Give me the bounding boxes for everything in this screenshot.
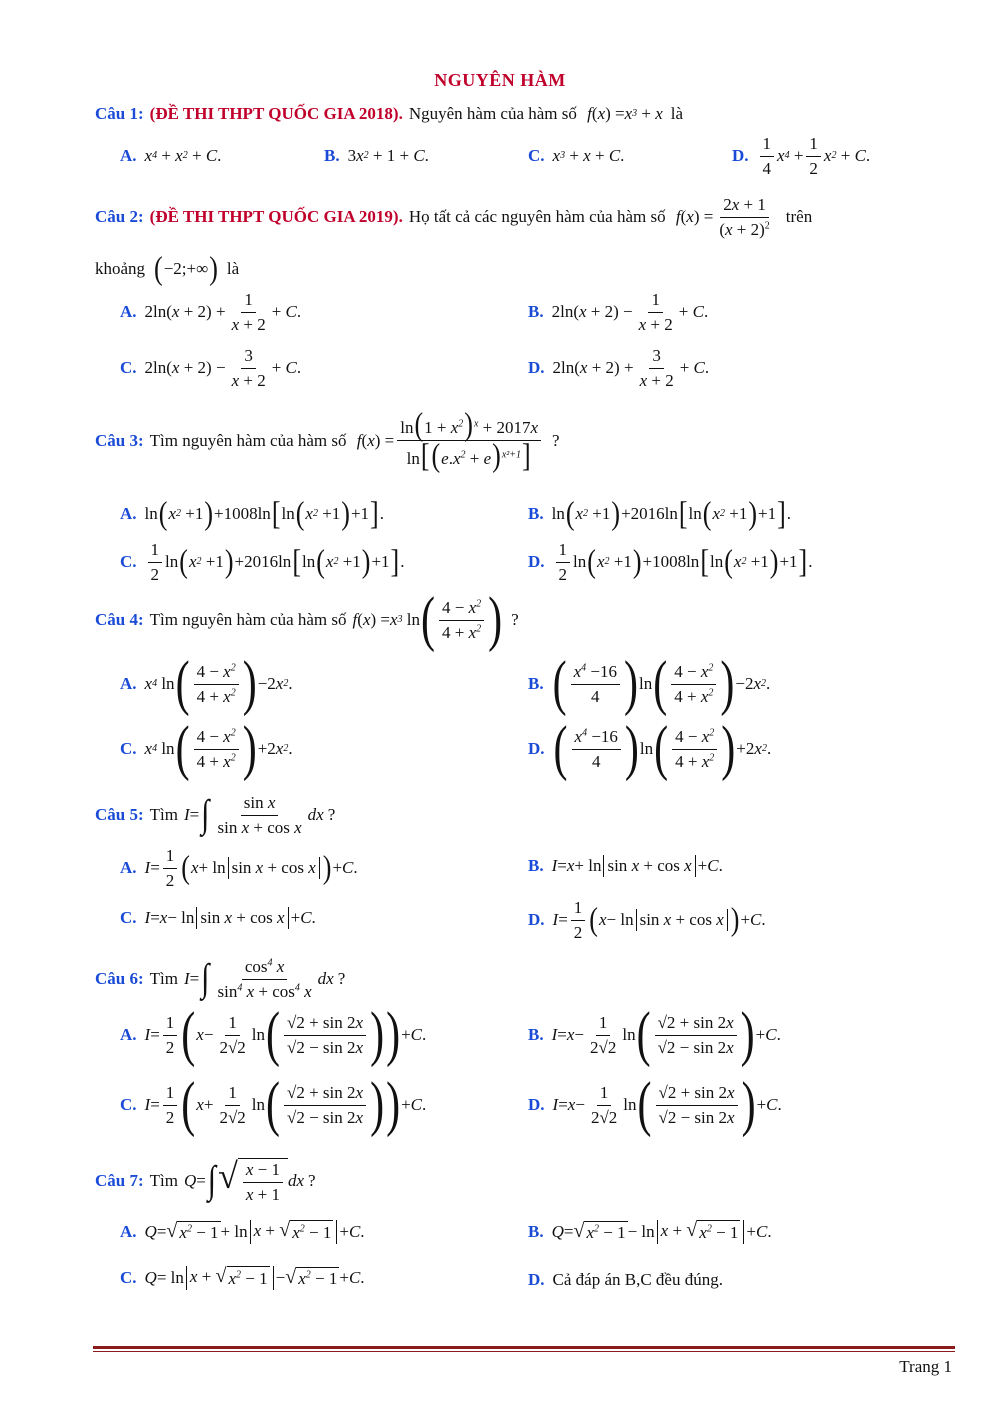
- question-number: Câu 6:: [95, 969, 144, 989]
- option-text: Cả đáp án B,C đều đúng.: [552, 1270, 723, 1289]
- option-label: A.: [120, 1222, 137, 1242]
- question-2-line2: [95, 250, 240, 287]
- formula: I = x − $\frac{1}{2√2}$ ln ( $\frac{√2 + \sin 2x}{√2 - \sin 2x}$ ) + C .: [552, 1071, 782, 1139]
- option-label: A.: [120, 858, 137, 878]
- option-4a[interactable]: [120, 650, 293, 718]
- formula: ( $\frac{x^4 -16}{4}$ ) ln ( $\frac{4 - x^2}{4 + x^2}$ ) +2 x 2 .: [553, 715, 772, 783]
- option-2b[interactable]: [528, 290, 708, 334]
- option-3b[interactable]: [528, 495, 792, 532]
- option-1c[interactable]: [528, 146, 624, 166]
- formula: $\frac{1}{2}$ ln ( x 2 +1 ) +2016ln [ ln ( x 2 +1 ) +1 ] .: [145, 540, 405, 584]
- formula: f ( x ) = $\frac{\ln(1 + x^2)^x + 2017x}{\ln[(e.x^2 + e)^{x^2+1}]}$: [353, 412, 545, 469]
- option-label: D.: [528, 358, 545, 378]
- formula: 2ln( x + 2) − $\frac{3}{x + 2}$ + C .: [144, 346, 302, 390]
- question-source: (ĐỀ THI THPT QUỐC GIA 2019).: [149, 207, 403, 227]
- question-1: [95, 104, 683, 124]
- option-label: B.: [528, 856, 544, 876]
- formula: x 4 ln ( $\frac{4 - x^2}{4 + x^2}$ ) −2 x 2 .: [144, 650, 293, 718]
- option-6c[interactable]: [120, 1071, 427, 1139]
- question-tail: là: [670, 104, 684, 123]
- option-label: B.: [528, 1025, 544, 1045]
- formula: f ( x ) = x 3 + x: [582, 104, 663, 123]
- question-source: (ĐỀ THI THPT QUỐC GIA 2018).: [149, 104, 403, 123]
- question-number: Câu 1:: [95, 104, 144, 123]
- footer-rule: [93, 1346, 955, 1349]
- option-6a[interactable]: [120, 1001, 427, 1069]
- formula: 2ln( x + 2) + $\frac{3}{x + 2}$ + C .: [552, 346, 710, 390]
- option-3d[interactable]: [528, 540, 812, 584]
- footer-rule-thin: [93, 1351, 955, 1352]
- page-title: NGUYÊN HÀM: [434, 70, 566, 90]
- formula: 2ln( x + 2) + $\frac{1}{x + 2}$ + C .: [144, 290, 302, 334]
- question-tail: ?: [511, 610, 519, 630]
- option-label: B.: [528, 504, 544, 523]
- option-label: D.: [732, 146, 749, 166]
- option-label: A.: [120, 674, 137, 694]
- formula: x 3 + x + C .: [552, 146, 625, 165]
- question-text: Tìm: [149, 1171, 178, 1191]
- formula: f ( x ) = $\frac{2x + 1}{(x + 2)^2}$: [671, 195, 770, 239]
- question-tail: là: [226, 259, 240, 278]
- formula: I = ∫ $\frac{\cos^4 x}{\sin^4 x + \cos^4 x}$ dx: [184, 956, 334, 1001]
- option-3c[interactable]: [120, 540, 404, 584]
- question-6: [95, 957, 345, 1001]
- page-number: Trang 1: [899, 1357, 952, 1376]
- option-7b[interactable]: [528, 1220, 772, 1244]
- question-text: Tìm: [149, 805, 178, 825]
- formula: I = $\frac{1}{2}$ ( x − $\frac{1}{2√2}$ ln ( $\frac{√2 + \sin 2x}{√2 - \sin 2x}$ ) ) + C .: [144, 1001, 427, 1069]
- option-label: A.: [120, 302, 137, 322]
- option-label: B.: [528, 1222, 544, 1242]
- option-1a[interactable]: [120, 146, 221, 166]
- option-label: C.: [120, 1095, 137, 1115]
- option-label: A.: [120, 1025, 137, 1045]
- formula: $\frac{1}{2}$ ln ( x 2 +1 ) +1008ln [ ln ( x 2 +1 ) +1 ] .: [553, 540, 813, 584]
- option-4b[interactable]: [528, 650, 771, 718]
- formula: Q = ln x + √ $x^2 - 1$ − √ $x^2 - 1$ + C .: [145, 1266, 365, 1290]
- formula: 2ln( x + 2) − $\frac{1}{x + 2}$ + C .: [551, 290, 709, 334]
- formula: ( $\frac{x^4 -16}{4}$ ) ln ( $\frac{4 - x^2}{4 + x^2}$ ) −2 x 2 .: [552, 650, 771, 718]
- option-label: B.: [324, 146, 340, 165]
- formula: ln ( x 2 +1 ) +2016ln [ ln ( x 2 +1 ) +1 ] .: [551, 495, 792, 532]
- question-tail: ?: [337, 969, 346, 989]
- formula: Q = √ $x^2 - 1$ − ln x + √ $x^2 - 1$ + C .: [552, 1220, 772, 1244]
- question-4: [95, 586, 519, 654]
- formula: $\frac{1}{4}$ x 4 + $\frac{1}{2}$ x 2 + C .: [757, 134, 871, 178]
- formula: I = $\frac{1}{2}$ ( x + ln sin x + cos x ) + C .: [144, 846, 358, 890]
- option-label: C.: [120, 358, 137, 378]
- question-text: Tìm: [149, 969, 178, 989]
- option-5d[interactable]: [528, 898, 766, 942]
- question-text: Họ tất cả các nguyên hàm của hàm số: [408, 207, 666, 227]
- option-2c[interactable]: [120, 346, 301, 390]
- option-7a[interactable]: [120, 1220, 365, 1244]
- option-label: B.: [528, 674, 544, 694]
- formula: ( −2;+∞ ): [154, 250, 218, 287]
- option-label: D.: [528, 739, 545, 759]
- question-5: [95, 793, 335, 837]
- formula: I = x − $\frac{1}{2√2}$ ln ( $\frac{√2 + \sin 2x}{√2 - \sin 2x}$ ) + C .: [551, 1001, 781, 1069]
- option-label: D.: [528, 1270, 545, 1289]
- option-2d[interactable]: [528, 346, 709, 390]
- question-tail: trên: [785, 207, 813, 227]
- formula: Q = √ $x^2 - 1$ + ln x + √ $x^2 - 1$ + C .: [145, 1220, 365, 1244]
- question-text: Nguyên hàm của hàm số: [408, 104, 577, 123]
- option-label: D.: [528, 1095, 545, 1115]
- option-4c[interactable]: [120, 715, 293, 783]
- formula: I = $\frac{1}{2}$ ( x − ln sin x + cos x ) + C .: [552, 898, 766, 942]
- option-2a[interactable]: [120, 290, 301, 334]
- question-number: Câu 7:: [95, 1171, 144, 1191]
- option-3a[interactable]: [120, 495, 384, 532]
- formula: ln ( x 2 +1 ) +1008ln [ ln ( x 2 +1 ) +1 ] .: [144, 495, 384, 532]
- option-label: C.: [120, 552, 137, 572]
- question-tail: ?: [327, 805, 336, 825]
- option-label: D.: [528, 552, 545, 572]
- formula: I = ∫ $\frac{\text{sin x}}{\text{sin x + cos x}}$ dx: [184, 792, 324, 837]
- option-7d[interactable]: [528, 1270, 723, 1290]
- option-6d[interactable]: [528, 1071, 782, 1139]
- question-number: Câu 5:: [95, 805, 144, 825]
- option-1d[interactable]: [732, 134, 870, 178]
- option-5b[interactable]: [528, 855, 723, 877]
- formula: Q = ∫ √ $\frac{x - 1}{x + 1}$ dx: [184, 1156, 305, 1204]
- option-label: A.: [120, 504, 137, 523]
- question-text: Tìm nguyên hàm của hàm số: [149, 430, 347, 450]
- formula: x 4 + x 2 + C .: [144, 146, 222, 165]
- option-7c[interactable]: [120, 1266, 365, 1290]
- question-text: khoảng: [95, 259, 146, 278]
- formula: x 4 ln ( $\frac{4 - x^2}{4 + x^2}$ ) +2 x 2 .: [144, 715, 293, 783]
- option-label: C.: [120, 739, 137, 759]
- option-5c[interactable]: [120, 907, 316, 929]
- option-label: D.: [528, 910, 545, 930]
- question-2: [95, 195, 812, 239]
- question-number: Câu 2:: [95, 207, 144, 227]
- option-label: C.: [528, 146, 545, 165]
- question-7: [95, 1158, 316, 1204]
- option-6b[interactable]: [528, 1001, 781, 1069]
- option-1b[interactable]: [324, 146, 429, 166]
- formula: 3 x 2 + 1 + C .: [347, 146, 429, 165]
- question-tail: ?: [552, 430, 560, 450]
- formula: I = x − ln sin x + cos x + C .: [145, 907, 316, 929]
- option-label: C.: [120, 908, 137, 928]
- option-label: B.: [528, 302, 544, 322]
- option-label: A.: [120, 146, 137, 165]
- formula: I = x + ln sin x + cos x + C .: [552, 855, 723, 877]
- formula: I = $\frac{1}{2}$ ( x + $\frac{1}{2√2}$ ln ( $\frac{√2 + \sin 2x}{√2 - \sin 2x}$ ) ) + C .: [144, 1071, 427, 1139]
- formula: f ( x ) = x 3 ln ( $\frac{4 - x^2}{4 + x^2}$ ): [352, 586, 503, 654]
- question-number: Câu 4:: [95, 610, 144, 630]
- question-text: Tìm nguyên hàm của hàm số: [149, 610, 347, 630]
- question-number: Câu 3:: [95, 430, 144, 450]
- option-5a[interactable]: [120, 846, 358, 890]
- question-3: [95, 406, 560, 474]
- option-label: C.: [120, 1268, 137, 1288]
- option-4d[interactable]: [528, 715, 772, 783]
- question-tail: ?: [308, 1171, 316, 1191]
